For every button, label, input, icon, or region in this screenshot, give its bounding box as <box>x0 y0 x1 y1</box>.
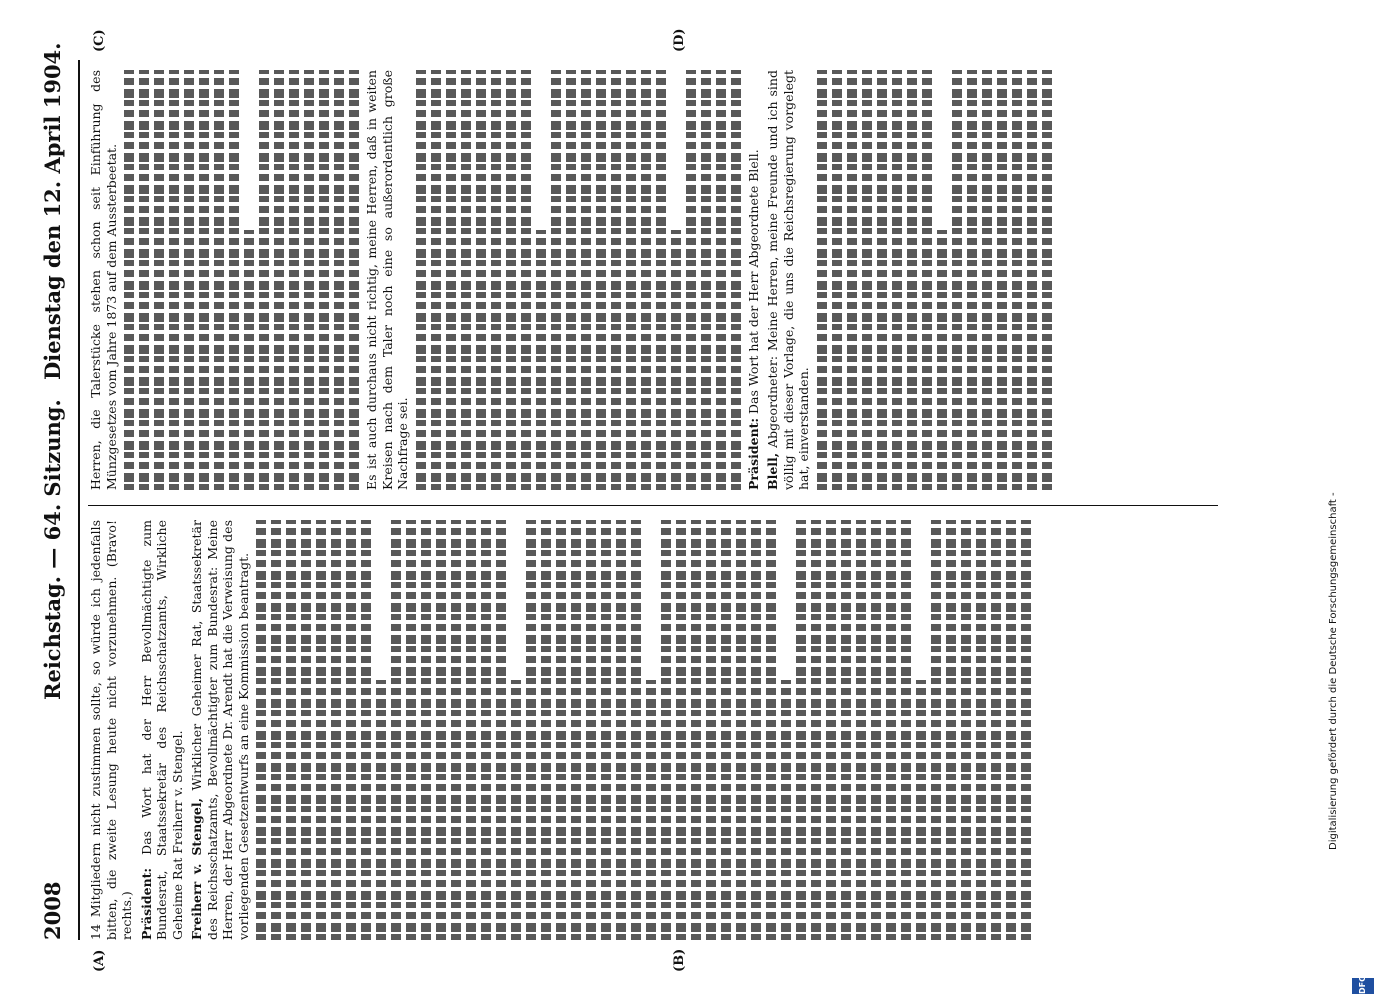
text-line <box>997 70 1007 490</box>
text-line <box>1021 520 1031 940</box>
text-line <box>496 520 506 940</box>
text-line <box>721 520 731 940</box>
text-line <box>586 520 596 940</box>
text-line <box>862 70 872 490</box>
header-rule <box>78 60 80 940</box>
text-line <box>626 70 636 490</box>
text-line <box>466 520 476 940</box>
text-line <box>301 520 311 940</box>
text-line <box>331 520 341 940</box>
text-line <box>304 70 314 490</box>
text-line <box>1012 70 1022 490</box>
text-line <box>826 520 836 940</box>
text-line <box>736 520 746 940</box>
text-line <box>616 520 626 940</box>
text-line <box>124 70 134 490</box>
text-line <box>244 230 254 490</box>
text-line <box>631 520 641 940</box>
text-line <box>289 70 299 490</box>
text-line <box>481 520 491 940</box>
text-line <box>229 70 239 490</box>
text-line <box>922 70 932 490</box>
text-line <box>1006 520 1016 940</box>
margin-marker-b: (B) <box>672 948 687 972</box>
text-line <box>316 520 326 940</box>
text-line <box>641 70 651 490</box>
text-line <box>611 70 621 490</box>
text-line <box>571 520 581 940</box>
paragraph-text: Wirklicher Geheimer Rat, Staatssekretär des Reichsschatzamts, Bevollmächtigter zum Bundesrat: Meine Herren, der Herr Abgeordnete Dr. Arendt hat die Verweisung des vorliegenden Gesetzentwurfs an eine Kommission beantragt. <box>189 520 251 940</box>
text-line <box>199 70 209 490</box>
text-line <box>937 230 947 490</box>
text-line <box>436 520 446 940</box>
text-line <box>416 70 426 490</box>
text-line <box>946 520 956 940</box>
text-line <box>601 520 611 940</box>
text-line <box>556 520 566 940</box>
paragraph <box>746 70 762 490</box>
text-line <box>1042 70 1052 490</box>
text-line <box>961 520 971 940</box>
text-line <box>871 520 881 940</box>
text-line <box>596 70 606 490</box>
text-line <box>931 520 941 940</box>
text-line <box>451 520 461 940</box>
text-line <box>967 70 977 490</box>
text-line <box>646 680 656 940</box>
text-line <box>506 70 516 490</box>
text-line <box>716 70 726 490</box>
text-line <box>521 70 531 490</box>
paragraph: Es ist auch durchaus nicht richtig, meine Herren, daß in weiten Kreisen nach dem Taler noch eine so außerordentlich große Nachfrage sei. <box>364 70 410 490</box>
paragraph <box>765 70 812 490</box>
text-line <box>686 70 696 490</box>
text-line <box>551 70 561 490</box>
right-column <box>88 70 1218 490</box>
margin-marker-d: (D) <box>672 28 687 52</box>
text-line <box>154 70 164 490</box>
text-line <box>476 70 486 490</box>
paragraph <box>139 520 186 940</box>
text-line <box>976 520 986 940</box>
text-line <box>406 520 416 940</box>
text-line <box>446 70 456 490</box>
margin-marker-c: (C) <box>92 29 107 52</box>
text-line <box>581 70 591 490</box>
text-line <box>841 520 851 940</box>
text-line <box>811 520 821 940</box>
text-line <box>766 520 776 940</box>
text-line <box>274 70 284 490</box>
text-line <box>259 70 269 490</box>
text-line <box>334 70 344 490</box>
text-line <box>751 520 761 940</box>
margin-marker-a: (A) <box>92 949 107 972</box>
text-line <box>731 70 741 490</box>
illegible-text-block <box>817 70 1052 490</box>
text-line <box>256 520 266 940</box>
speaker-name: Freiherr v. Stengel, <box>189 798 204 940</box>
text-line <box>536 230 546 490</box>
illegible-text-block <box>416 70 741 490</box>
text-line <box>526 520 536 940</box>
dfg-logo: DFG <box>1352 978 1374 994</box>
text-line <box>511 680 521 940</box>
text-line <box>566 70 576 490</box>
paragraph <box>189 520 251 940</box>
illegible-text-block <box>124 70 359 490</box>
text-line <box>832 70 842 490</box>
session-date: Dienstag den 12. April 1904. <box>40 42 65 380</box>
text-line <box>982 70 992 490</box>
paragraph-text: Das Wort hat der Herr Bevollmächtigte zum Bundesrat, Staatssekretär des Reichsschatzamts, Wirkliche Geheime Rat Freiherr v. Stengel. <box>138 520 185 940</box>
paragraph: Herren, die Talerstücke stehen schon seit Einführung des Münzgesetzes vom Jahre 1873 auf dem Aussterbeetat. <box>88 70 119 490</box>
text-line <box>656 70 666 490</box>
text-line <box>701 70 711 490</box>
text-line <box>901 520 911 940</box>
text-line <box>431 70 441 490</box>
session-title: Reichstag. — 64. Sitzung. <box>40 399 65 700</box>
text-line <box>184 70 194 490</box>
text-line <box>349 70 359 490</box>
text-line <box>892 70 902 490</box>
text-line <box>319 70 329 490</box>
digitization-credit: Digitalisierung gefördert durch die Deutsche Forschungsgemeinschaft - <box>1328 492 1339 850</box>
text-line <box>706 520 716 940</box>
speaker-name: Präsident: <box>745 417 761 490</box>
paragraph: 14 Mitgliedern nicht zustimmen sollte, so würde ich jedenfalls bitten, die zweite Lesung heute nicht vorzunehmen. (Bravo! rechts.) <box>88 520 134 940</box>
text-line <box>817 70 827 490</box>
text-line <box>877 70 887 490</box>
text-line <box>421 520 431 940</box>
text-line <box>907 70 917 490</box>
text-line <box>376 680 386 940</box>
text-line <box>661 520 671 940</box>
text-line <box>361 520 371 940</box>
illegible-text-block <box>256 520 1031 940</box>
text-line <box>271 520 281 940</box>
text-line <box>796 520 806 940</box>
text-line <box>169 70 179 490</box>
text-line <box>214 70 224 490</box>
text-line <box>541 520 551 940</box>
text-line <box>916 680 926 940</box>
text-line <box>676 520 686 940</box>
speaker-name: Blell, <box>765 452 780 490</box>
text-line <box>346 520 356 940</box>
text-line <box>856 520 866 940</box>
text-line <box>491 70 501 490</box>
text-line <box>671 230 681 490</box>
text-line <box>461 70 471 490</box>
text-line <box>1027 70 1037 490</box>
text-line <box>952 70 962 490</box>
text-line <box>781 680 791 940</box>
text-line <box>847 70 857 490</box>
page-header <box>40 42 70 940</box>
text-line <box>286 520 296 940</box>
paragraph-text: Abgeordneter: Meine Herren, meine Freunde und ich sind völlig mit dieser Vorlage, die uns die Reichsregierung vorgelegt hat, einverstanden. <box>765 70 811 490</box>
page-number: 2008 <box>40 881 65 940</box>
text-line <box>691 520 701 940</box>
text-line <box>886 520 896 940</box>
text-line <box>139 70 149 490</box>
speaker-name: Präsident: <box>138 867 154 940</box>
column-divider <box>88 505 1218 506</box>
text-line <box>991 520 1001 940</box>
text-line <box>391 520 401 940</box>
paragraph-text: Das Wort hat der Herr Abgeordnete Blell. <box>745 149 761 414</box>
left-column <box>88 520 1218 940</box>
